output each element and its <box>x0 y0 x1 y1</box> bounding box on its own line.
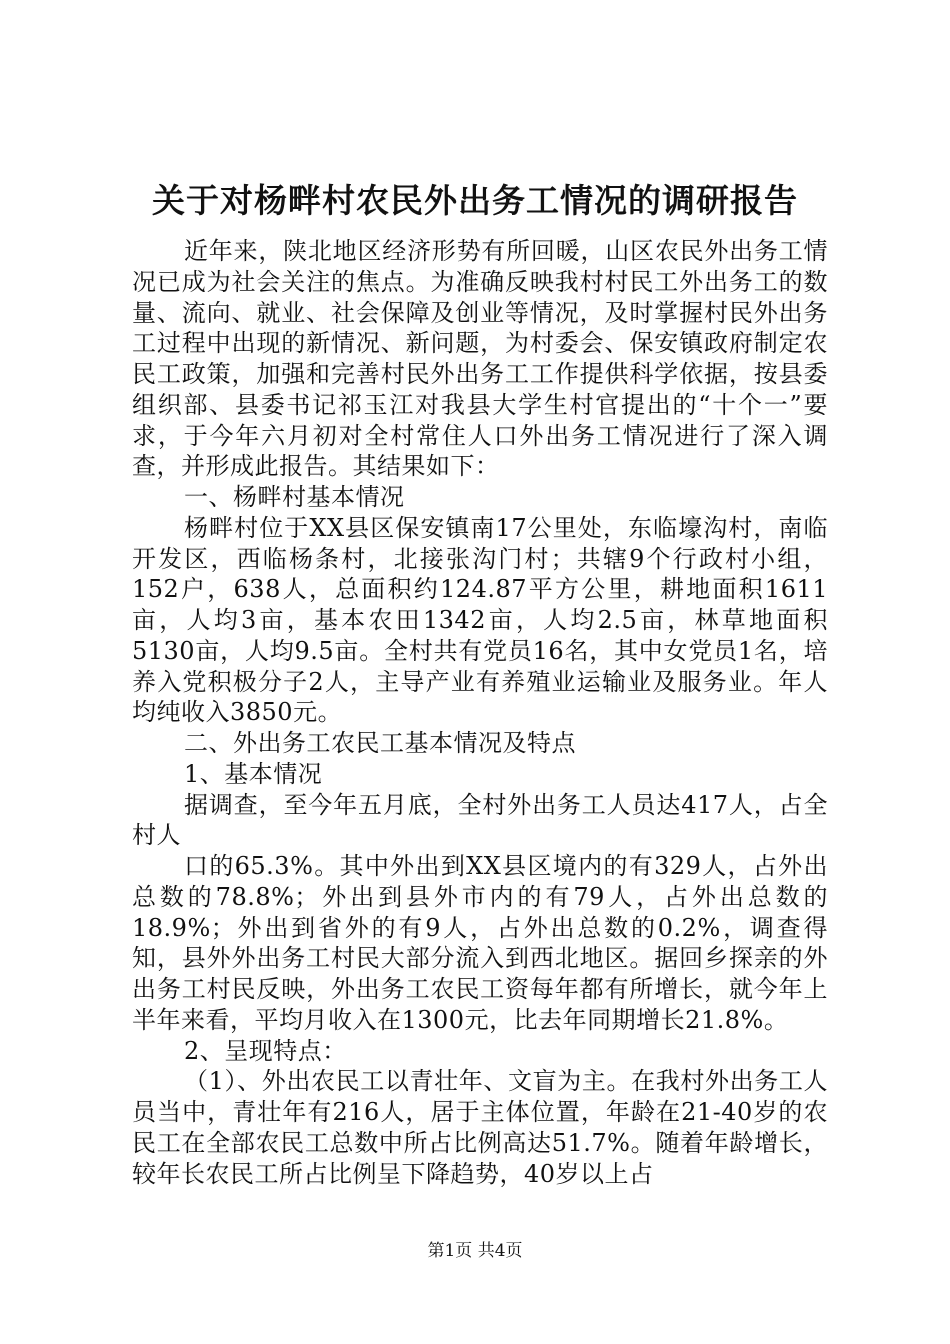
survey-paragraph: 据调查，至今年五月底，全村外出务工人员达417人，占全村人 <box>132 790 828 850</box>
document-title: 关于对杨畔村农民外出务工情况的调研报告 <box>152 181 798 220</box>
page-footer: 第1页 共4页 <box>427 1241 523 1261</box>
document-body <box>132 236 828 1189</box>
subsection-heading-features: 2、呈现特点： <box>184 1036 347 1065</box>
section-heading-1: 一、杨畔村基本情况 <box>184 483 405 511</box>
section-heading-2: 二、外出务工农民工基本情况及特点 <box>184 729 576 757</box>
village-info-paragraph: 杨畔村位于XX县区保安镇南17公里处，东临壕沟村，南临开发区，西临杨条村，北接张沟门村；共辖9个行政村小组，152户，638人，总面积约124.87平方公里，耕地面积1611亩，人均3亩，基本农田1342亩，人均2.5亩，林草地面积5130亩，人均9.5亩。全村共有党员16名，其中女党员1名，培养入党积极分子2人，主导产业有养殖业运输业及服务业。年人均纯收入3850元。 <box>132 513 828 727</box>
subsection-heading-basic: 1、基本情况 <box>184 759 323 788</box>
statistics-paragraph: 口的65.3%。其中外出到XX县区境内的有329人，占外出总数的78.8%；外出到县外市内的有79人，占外出总数的18.9%；外出到省外的有9人，占外出总数的0.2%，调查得知，县外外出务工村民大部分流入到西北地区。据回乡探亲的外出务工村民反映，外出务工农民工资每年都有所增长，就今年上半年来看，平均月收入在1300元，比去年同期增长21.8%。 <box>132 852 828 1034</box>
intro-paragraph: 近年来，陕北地区经济形势有所回暖，山区农民外出务工情况已成为社会关注的焦点。为准确反映我村村民工外出务工的数量、流向、就业、社会保障及创业等情况，及时掌握村民外出务工过程中出现的新情况、新问题，为村委会、保安镇政府制定农民工政策，加强和完善村民外出务工工作提供科学依据，按县委组织部、县委书记祁玉江对我县大学生村官提出的“十个一”要求，于今年六月初对全村常住人口外出务工情况进行了深入调查，并形成此报告。其结果如下： <box>132 237 828 481</box>
feature-paragraph-1: （1）、外出农民工以青壮年、文盲为主。在我村外出务工人员当中，青壮年有216人，居于主体位置，年龄在21-40岁的农民工在全部农民工总数中所占比例高达51.7%。随着年龄增长，较年长农民工所占比例呈下降趋势，40岁以上占 <box>132 1067 828 1188</box>
